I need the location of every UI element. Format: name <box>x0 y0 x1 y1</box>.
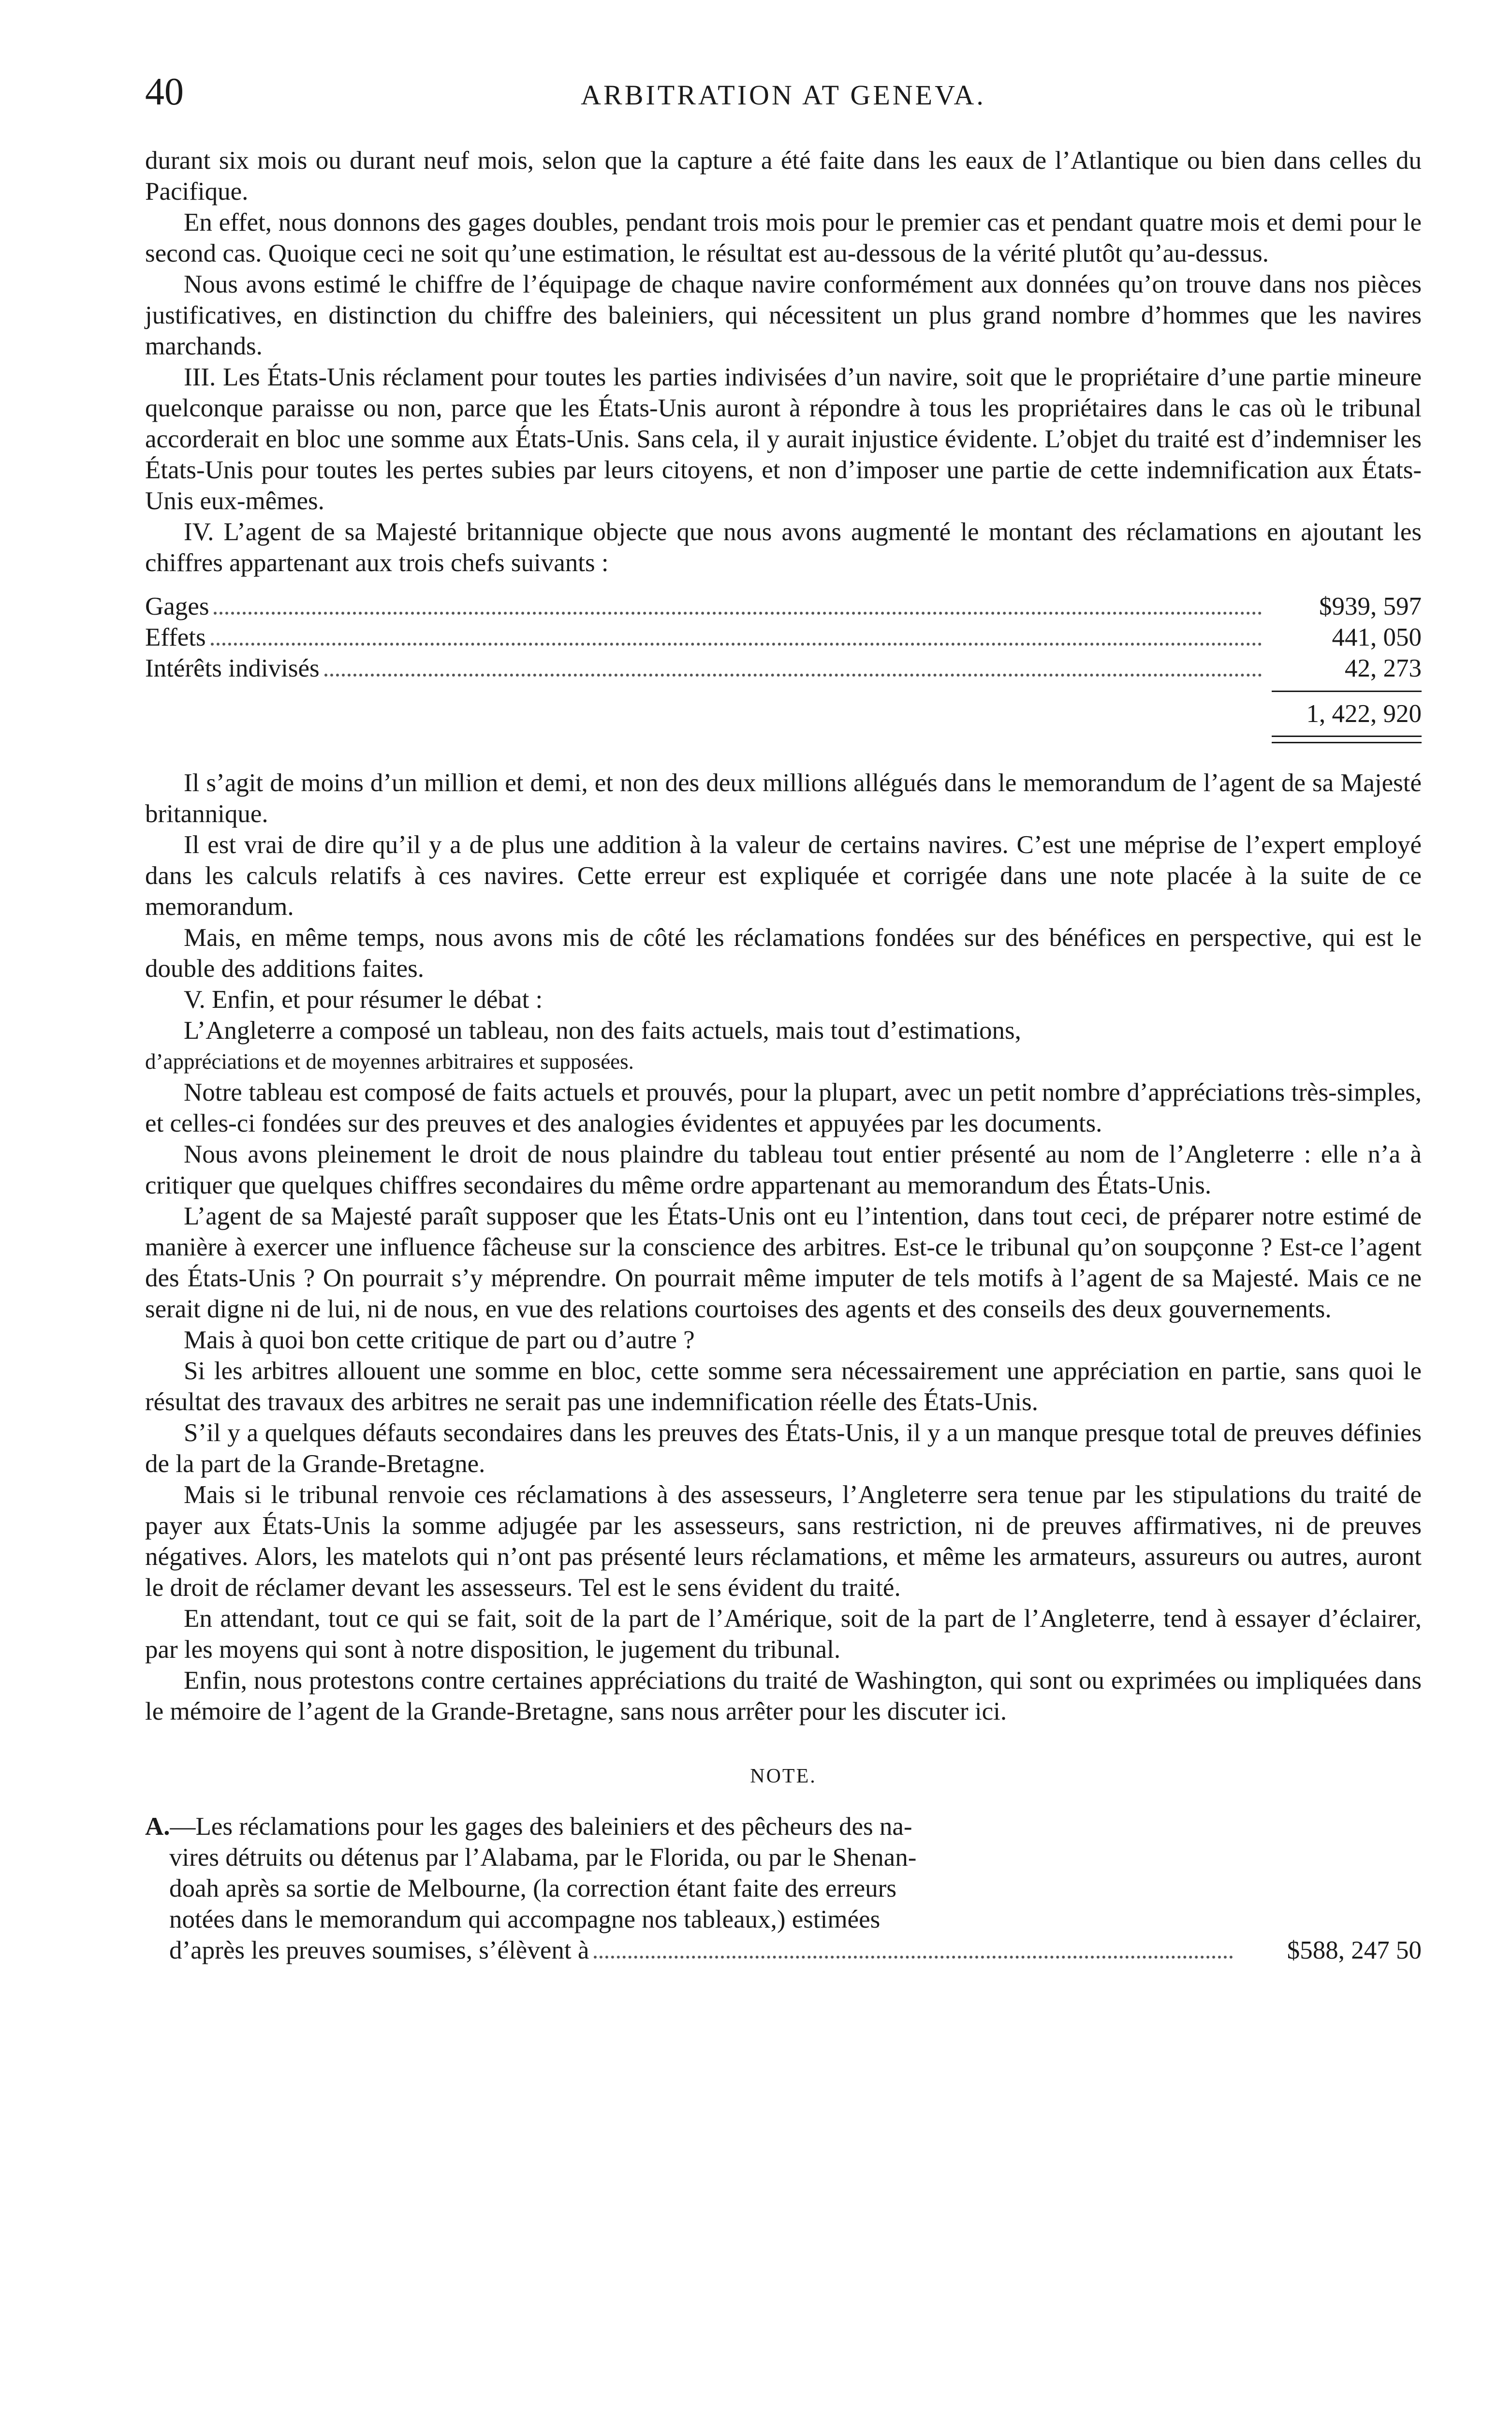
paragraph: L’agent de sa Majesté paraît supposer que les États-Unis ont eu l’intention, dans tout ceci, de préparer notre estimé de manière à exercer une influence fâcheuse sur la conscience des arbitres. Est-ce le tribunal qu’on soupçonne ? Est-ce l’agent des États-Unis ? On pourrait s’y méprendre. On pourrait même imputer de tels motifs à l’agent de sa Majesté. Mais ce ne serait digne ni de lui, ni de nous, en vue des relations courtoises des agents et des conseils des deux gouvernements. <box>145 1202 1422 1323</box>
dot-leader <box>214 612 1262 615</box>
ledger-row <box>145 622 1422 653</box>
paragraph: En attendant, tout ce qui se fait, soit de la part de l’Amérique, soit de la part de l’Angleterre, tend à essayer d’éclairer, par les moyens qui sont à notre disposition, le jugement du tribunal. <box>145 1605 1422 1664</box>
note-text <box>145 1811 1233 1966</box>
dot-leader <box>211 643 1262 646</box>
dot-leader <box>594 1956 1233 1959</box>
note-heading: NOTE. <box>750 1765 817 1787</box>
paragraph: Il est vrai de dire qu’il y a de plus une addition à la valeur de certains navires. C’est une méprise de l’expert employé dans les calculs relatifs à ces navires. Cette erreur est expliquée et corrigée dans une note placée à la suite de ce memorandum. <box>145 831 1422 921</box>
note-amount: $588, 247 50 <box>1287 1936 1422 1964</box>
paragraph: Enfin, nous protestons contre certaines appréciations du traité de Washington, qui sont ou exprimées ou impliquées dans le mémoire de l’agent de la Grande-Bretagne, sans nous arrêter pour les discuter ici. <box>145 1666 1422 1725</box>
paragraph: V. Enfin, et pour résumer le débat : <box>184 986 543 1014</box>
claims-ledger <box>145 591 1422 743</box>
paragraph: Mais si le tribunal renvoie ces réclamations à des assesseurs, l’Angleterre sera tenue par les stipulations du traité de payer aux États-Unis la somme adjugée par les assesseurs, sans restriction, ni de preuves affirmatives, ni de preuves négatives. Alors, les matelots qui n’ont pas présenté leurs réclamations, et même les armateurs, assureurs ou autres, auront le droit de réclamer devant les assesseurs. Tel est le sens évident du traité. <box>145 1481 1422 1602</box>
paragraph: Notre tableau est composé de faits actuels et prouvés, pour la plupart, avec un petit nombre d’appréciations très-simples, et celles-ci fondées sur des preuves et des analogies évidentes et appuyées par les documents. <box>145 1078 1422 1137</box>
total-double-rule <box>1272 736 1422 743</box>
paragraph: Il s’agit de moins d’un million et demi, et non des deux millions allégués dans le memorandum de l’agent de sa Majesté britannique. <box>145 769 1422 828</box>
paragraph: Mais, en même temps, nous avons mis de côté les réclamations fondées sur des bénéfices en perspective, qui est le double des additions faites. <box>145 924 1422 983</box>
paragraph: IV. L’agent de sa Majesté britannique objecte que nous avons augmenté le montant des réclamations en ajoutant les chiffres appartenant aux trois chefs suivants : <box>145 518 1422 577</box>
note-line: vires détruits ou détenus par l’Alabama, par le Florida, ou par le Shenan- <box>169 1843 917 1872</box>
note-line-text: d’après les preuves soumises, s’élèvent à <box>169 1936 589 1964</box>
paragraph: S’il y a quelques défauts secondaires dans les preuves des États-Unis, il y a un manque presque total de preuves définies de la part de la Grande-Bretagne. <box>145 1419 1422 1478</box>
ledger-value: 441, 050 <box>1332 623 1422 651</box>
paragraph: Si les arbitres allouent une somme en bloc, cette somme sera nécessairement une appréciation en partie, sans quoi le résultat des travaux des arbitres ne serait pas une indemnification réelle des États-Unis. <box>145 1357 1422 1416</box>
ledger-row <box>145 591 1422 622</box>
ledger-row <box>145 653 1422 684</box>
dot-leader <box>324 674 1262 677</box>
paragraph: III. Les États-Unis réclament pour toutes les parties indivisées d’un navire, soit que le propriétaire d’une partie mineure quelconque paraisse ou non, parce que les États-Unis auront à répondre à tous les propriétaires dans le cas où le tribunal accorderait en bloc une somme aux États-Unis. Sans cela, il y aurait injustice évidente. L’objet du traité est d’indemniser les États-Unis pour toutes les pertes subies par leurs citoyens, et non d’imposer une partie de cette indemnification aux États-Unis eux-mêmes. <box>145 363 1422 515</box>
page-header <box>145 68 1422 116</box>
note-block <box>145 1811 1422 1966</box>
page-number: 40 <box>145 71 184 113</box>
note-line: notées dans le memorandum qui accompagne nos tableaux,) estimées <box>169 1905 881 1933</box>
ledger-total: 1, 422, 920 <box>1306 700 1422 728</box>
note-line <box>145 1811 1233 1842</box>
paragraph: durant six mois ou durant neuf mois, selon que la capture a été faite dans les eaux de l’Atlantique ou bien dans celles du Pacifique. <box>145 147 1422 206</box>
ledger-label: Gages <box>145 592 209 620</box>
note-label: A. <box>145 1813 170 1841</box>
paragraph: L’Angleterre a composé un tableau, non des faits actuels, mais tout d’estimations, <box>184 1017 1021 1045</box>
body-text <box>145 145 1422 1966</box>
paragraph: Nous avons pleinement le droit de nous plaindre du tableau tout entier présenté au nom de l’Angleterre : elle n’a à critiquer que quelques chiffres secondaires du même ordre appartenant au memorandum des États-Unis. <box>145 1140 1422 1199</box>
paragraph: En effet, nous donnons des gages doubles, pendant trois mois pour le premier cas et pendant quatre mois et demi pour le second cas. Quoique ceci ne soit qu’une estimation, le résultat est au-dessous de la vérité plutôt qu’au-dessus. <box>145 208 1422 267</box>
paragraph: Mais à quoi bon cette critique de part ou d’autre ? <box>184 1326 695 1354</box>
ledger-value: 42, 273 <box>1345 654 1422 682</box>
note-line-text: —Les réclamations pour les gages des baleiniers et des pêcheurs des na- <box>170 1813 912 1841</box>
ledger-label: Intérêts indivisés <box>145 654 320 682</box>
running-title: ARBITRATION AT GENEVA. <box>581 79 986 111</box>
document-page <box>145 0 1422 2418</box>
note-line: doah après sa sortie de Melbourne, (la correction étant faite des erreurs <box>169 1874 896 1902</box>
ledger-value: $939, 597 <box>1319 592 1422 620</box>
ledger-label: Effets <box>145 623 206 651</box>
note-line <box>145 1935 1233 1966</box>
paragraph: Nous avons estimé le chiffre de l’équipage de chaque navire conformément aux données qu’on trouve dans nos pièces justificatives, en distinction du chiffre des baleiniers, qui nécessitent un plus grand nombre d’hommes que les navires marchands. <box>145 270 1422 360</box>
paragraph: d’appréciations et de moyennes arbitraires et supposées. <box>145 1049 634 1074</box>
